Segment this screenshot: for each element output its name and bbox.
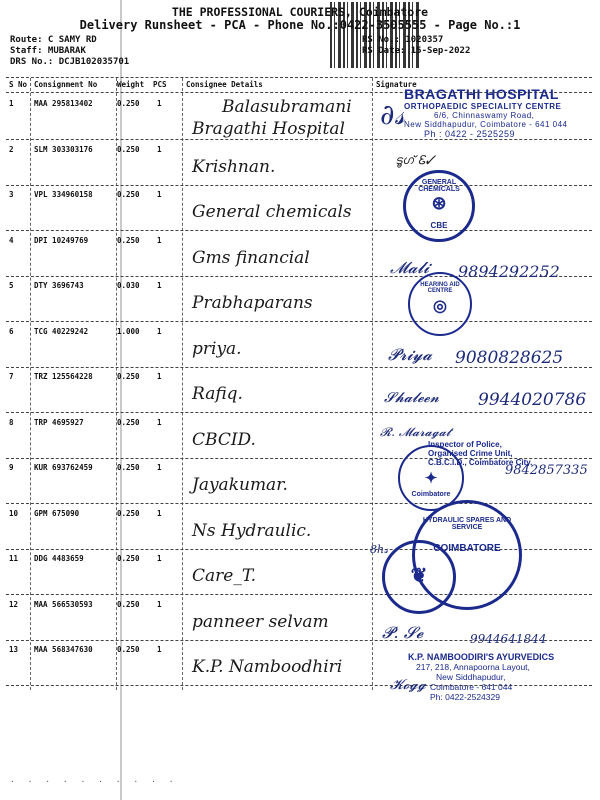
general-chemicals-stamp [403, 170, 475, 242]
stamp-city: CBE [430, 221, 448, 230]
bottom-dots: . . . . . . . . . . [10, 775, 178, 784]
runsheet-subtitle: Delivery Runsheet - PCA - Phone No.:0422-3505555 - Page No.:1 [79, 18, 521, 32]
kp-phone: Ph: 0422-2524329 [430, 692, 500, 702]
row-consignment-no: GPM 675090 [34, 509, 80, 518]
police-line1: Inspector of Police, [428, 440, 502, 449]
row-consignment-no: DPI 10249769 [34, 236, 89, 245]
row-sno: 13 [9, 645, 19, 654]
kp-addr1: 217, 218, Annapoorna Layout, [416, 662, 530, 672]
row-weight: 0.250 [117, 236, 140, 245]
row-weight: 0.250 [117, 600, 140, 609]
row-consignee: panneer selvam [192, 612, 329, 632]
signature-scribble: 8h𝓈 [370, 543, 389, 556]
row-weight: 0.030 [117, 281, 140, 290]
row-weight: 1.000 [117, 327, 140, 336]
table-row [0, 186, 600, 232]
row-pcs: 1 [157, 372, 162, 381]
row-consignment-no: MAA 566530593 [34, 600, 93, 609]
phone-handwritten: 9944641844 [470, 632, 547, 646]
row-weight: 0.250 [117, 645, 140, 654]
table-row [0, 141, 600, 187]
row-sno: 2 [9, 145, 14, 154]
col-pcs: PCS [153, 80, 167, 89]
row-consignee: Care_T. [192, 566, 257, 586]
row-sno: 4 [9, 236, 14, 245]
row-consignee: Balasubramani [222, 97, 352, 117]
row-sno: 10 [9, 509, 19, 518]
leaf-icon: ❦ [410, 565, 428, 587]
row-pcs: 1 [157, 327, 162, 336]
col-signature: Signature [376, 80, 417, 89]
stamp-city: COIMBATORE [433, 543, 501, 554]
phone-handwritten: 9842857335 [505, 463, 588, 478]
ear-icon: ◎ [433, 298, 447, 315]
bragathi-name: BRAGATHI HOSPITAL [404, 86, 559, 102]
table-row [0, 277, 600, 323]
row-divider [6, 230, 592, 231]
drs-number: DRS No.: DCJB102035701 [10, 57, 130, 67]
kp-name: K.P. NAMBOODIRI'S AYURVEDICS [408, 652, 555, 662]
row-consignee: Gms financial [192, 248, 310, 268]
bragathi-phone: Ph : 0422 - 2525259 [424, 129, 516, 139]
row-sno: 8 [9, 418, 14, 427]
row-consignee: Rafiq. [192, 384, 243, 404]
company-title: THE PROFESSIONAL COURIERS, Coimbatore [171, 5, 429, 19]
phone-handwritten: 9080828625 [455, 348, 564, 368]
col-consignment: Consignment No [34, 80, 98, 89]
stamp-city: Coimbatore [411, 491, 451, 498]
signature-scribble: 𝓡. 𝓜𝓪𝓻𝓪𝓰𝓪𝓽 [380, 425, 451, 439]
phone-handwritten: 9894292252 [458, 262, 560, 281]
staff: Staff: MUBARAK [10, 46, 86, 56]
row-consignee: General chemicals [192, 202, 352, 222]
bragathi-stamp [404, 86, 567, 139]
row-pcs: 1 [157, 145, 162, 154]
rs-number: RS No.: 1020357 [362, 35, 444, 45]
row-pcs: 1 [157, 236, 162, 245]
signature-scribble: 𝓜𝓪𝓵𝓲 [390, 258, 430, 277]
row-sno: 11 [9, 554, 19, 563]
kp-addr2: New Siddhapudur, [436, 672, 506, 682]
row-weight: 0.250 [117, 418, 140, 427]
col-consignee: Consignee Details [186, 80, 263, 89]
col-sno: S No [9, 80, 28, 89]
signature-scribble: 𝓟. 𝓢𝓮 [382, 623, 424, 642]
hearing-aid-stamp [408, 272, 472, 336]
row-consignee: Krishnan. [192, 157, 276, 177]
stamp-text: HEARING AID CENTRE [420, 282, 460, 294]
row-consignee: priya. [192, 339, 242, 359]
row-pcs: 1 [157, 554, 162, 563]
rs-date: RS Date: 15-Sep-2022 [362, 46, 471, 56]
stamp-text: GENERAL CHEMICALS [418, 179, 460, 193]
row-consignee-line2: Bragathi Hospital [192, 119, 345, 139]
row-divider [6, 412, 592, 413]
row-pcs: 1 [157, 281, 162, 290]
stamp-text: HYDRAULIC SPARES AND SERVICE [422, 517, 512, 531]
meta-left [10, 35, 129, 68]
meta-right [362, 35, 470, 57]
row-weight: 0.250 [117, 463, 140, 472]
stamp-logo-icon: ⊛ [431, 193, 447, 213]
row-pcs: 1 [157, 600, 162, 609]
signature-scribble: ടൂഗ് Ꮛ✓ [395, 153, 435, 167]
table-top-rule [6, 77, 592, 78]
signature-scribble: 𝓢𝓱𝓪𝓵𝓮𝓮𝓷 [384, 390, 440, 406]
row-consignment-no: MAA 295813402 [34, 99, 93, 108]
row-divider [6, 321, 592, 322]
row-pcs: 1 [157, 509, 162, 518]
row-pcs: 1 [157, 418, 162, 427]
row-consignment-no: DTY 3696743 [34, 281, 84, 290]
row-pcs: 1 [157, 99, 162, 108]
kp-addr3: Coimbatore - 641 044 [430, 682, 513, 692]
row-weight: 0.250 [117, 554, 140, 563]
row-consignment-no: TRP 4695927 [34, 418, 84, 427]
bragathi-addr2: New Siddhapudur, Coimbatore - 641 044 [404, 120, 568, 129]
route: Route: C SAMY RD [10, 35, 97, 45]
bragathi-addr1: 6/6, Chinnaswamy Road, [434, 111, 535, 120]
row-pcs: 1 [157, 645, 162, 654]
row-consignment-no: KUR 693762459 [34, 463, 93, 472]
row-pcs: 1 [157, 190, 162, 199]
row-weight: 0.250 [117, 372, 140, 381]
row-consignee: K.P. Namboodhiri [192, 657, 343, 677]
row-sno: 3 [9, 190, 14, 199]
police-line3: C.B.C.I.D., Coimbatore City. [428, 458, 533, 467]
row-pcs: 1 [157, 463, 162, 472]
row-weight: 0.250 [117, 509, 140, 518]
row-consignment-no: MAA 568347630 [34, 645, 93, 654]
row-consignment-no: VPL 334960158 [34, 190, 93, 199]
row-weight: 0.250 [117, 99, 140, 108]
row-consignment-no: TCG 40229242 [34, 327, 89, 336]
police-line2: Organised Crime Unit, [428, 449, 513, 458]
row-consignee: CBCID. [192, 430, 256, 450]
row-consignee: Jayakumar. [192, 475, 288, 495]
row-sno: 9 [9, 463, 14, 472]
row-sno: 1 [9, 99, 14, 108]
row-weight: 0.250 [117, 190, 140, 199]
row-sno: 12 [9, 600, 19, 609]
row-consignee: Prabhaparans [192, 293, 313, 313]
document-header [0, 6, 600, 32]
signature-scribble: ∂𝓈 [380, 98, 405, 131]
row-sno: 6 [9, 327, 14, 336]
row-divider [6, 503, 592, 504]
row-consignee: Ns Hydraulic. [192, 521, 312, 541]
row-consignment-no: TRZ 125564228 [34, 372, 93, 381]
row-sno: 7 [9, 372, 14, 381]
bragathi-sub: ORTHOPAEDIC SPECIALITY CENTRE [404, 102, 562, 111]
row-consignment-no: DDG 4483659 [34, 554, 84, 563]
care-stamp [382, 540, 456, 614]
row-weight: 0.250 [117, 145, 140, 154]
row-sno: 5 [9, 281, 14, 290]
star-icon: ✦ [424, 470, 438, 487]
phone-handwritten: 9944020786 [478, 390, 587, 410]
signature-scribble: 𝓚𝓸𝓰𝓰 [390, 677, 426, 693]
kp-namboodiri-stamp [408, 652, 554, 702]
row-consignment-no: SLM 303303176 [34, 145, 93, 154]
signature-scribble: 𝓟𝓻𝓲𝔂𝓪 [388, 345, 432, 364]
col-weight: Weight [117, 80, 145, 89]
